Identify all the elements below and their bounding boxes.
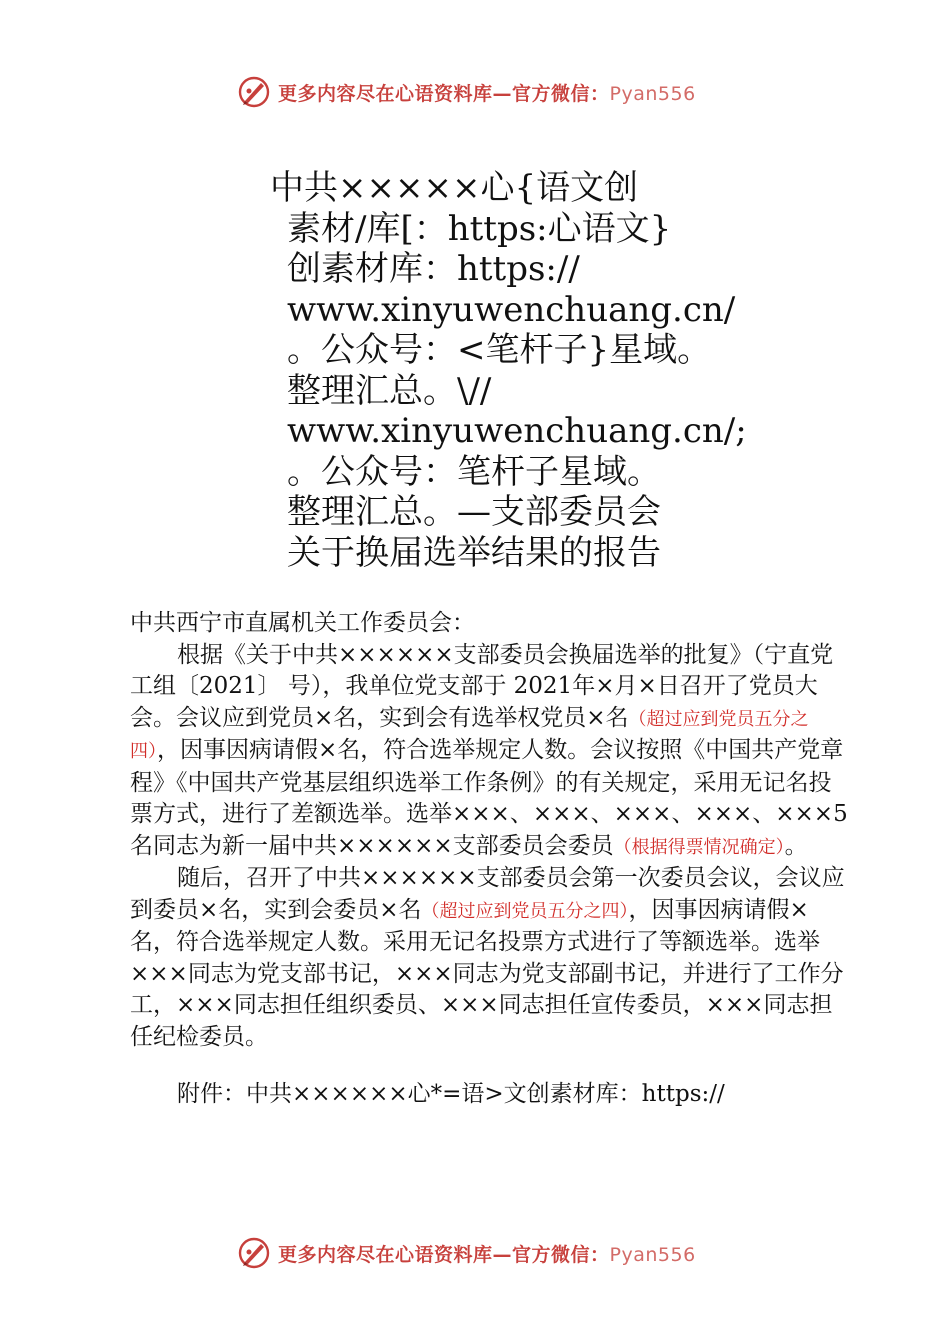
title-line: 整理汇总。\// (287, 370, 492, 411)
paragraph-election-report: 根据《关于中共××××××支部委员会换届选举的批复》（宁直党工组〔2021〕 号），我单位党支部于 2021年×月×日召开了党员大会。会议应到党员×名，实到会有选举权党员×名（超过应到党员五分之四），因事因病请假×名，符合选举规定人数。会议按照《中国共产党章程》《中国共产党基层组织选举工作条例》的有关规定，采用无记名投票方式，进行了差额选举。选举×××、×××、×××、×××、×××5名同志为新一届中共××××××支部委员会委员（根据得票情况确定）。 (130, 641, 848, 859)
title-line: 整理汇总。—支部委员会 (287, 492, 661, 532)
watermark-text: 更多内容尽在心语资料库—官方微信：Pyan556 (278, 1243, 696, 1266)
note-quorum-2: （超过应到党员五分之四） (421, 900, 629, 922)
document-title (270, 168, 747, 573)
note-quorum: （超过应到党员五分之四） (130, 708, 809, 762)
watermark-banner-top (236, 72, 736, 112)
attachment-line: 附件：中共××××××心*=语>文创素材库：https:// (177, 1081, 725, 1107)
paragraph-committee-meeting: 随后，召开了中共××××××支部委员会第一次委员会议，会议应到委员×名，实到会委员×名（超过应到党员五分之四），因事因病请假×名，符合选举规定人数。采用无记名投票方式进行了等额选举。选举×××同志为党支部书记，×××同志为党支部副书记，并进行了工作分工，×××同志担任组织委员、×××同志担任宣传委员，×××同志担任纪检委员。 (130, 865, 845, 1050)
title-line: 中共×××××心{语文创 (270, 168, 639, 208)
title-line: 。公众号：<笔杆子}星域。 (287, 330, 712, 370)
title-line: 创素材库：https:// (287, 249, 580, 289)
pen-emblem-icon (236, 74, 272, 110)
title-line: www.xinyuwenchuang.cn/ (287, 289, 736, 330)
title-line: 。公众号：笔杆子星域。 (287, 451, 661, 492)
watermark-text: 更多内容尽在心语资料库—官方微信：Pyan556 (278, 82, 696, 105)
watermark-banner-bottom (236, 1233, 736, 1273)
wechat-handle: Pyan556 (609, 82, 696, 105)
title-line: 关于换届选举结果的报告 (287, 532, 661, 573)
title-line: www.xinyuwenchuang.cn/; (287, 411, 747, 451)
wechat-handle: Pyan556 (609, 1243, 696, 1266)
salutation: 中共西宁市直属机关工作委员会： (130, 610, 475, 636)
title-line: 素材/库[：https:心语文} (287, 208, 672, 249)
note-votes: （根据得票情况确定） (613, 836, 785, 858)
document-body (130, 608, 850, 1111)
pen-emblem-icon (236, 1235, 272, 1271)
